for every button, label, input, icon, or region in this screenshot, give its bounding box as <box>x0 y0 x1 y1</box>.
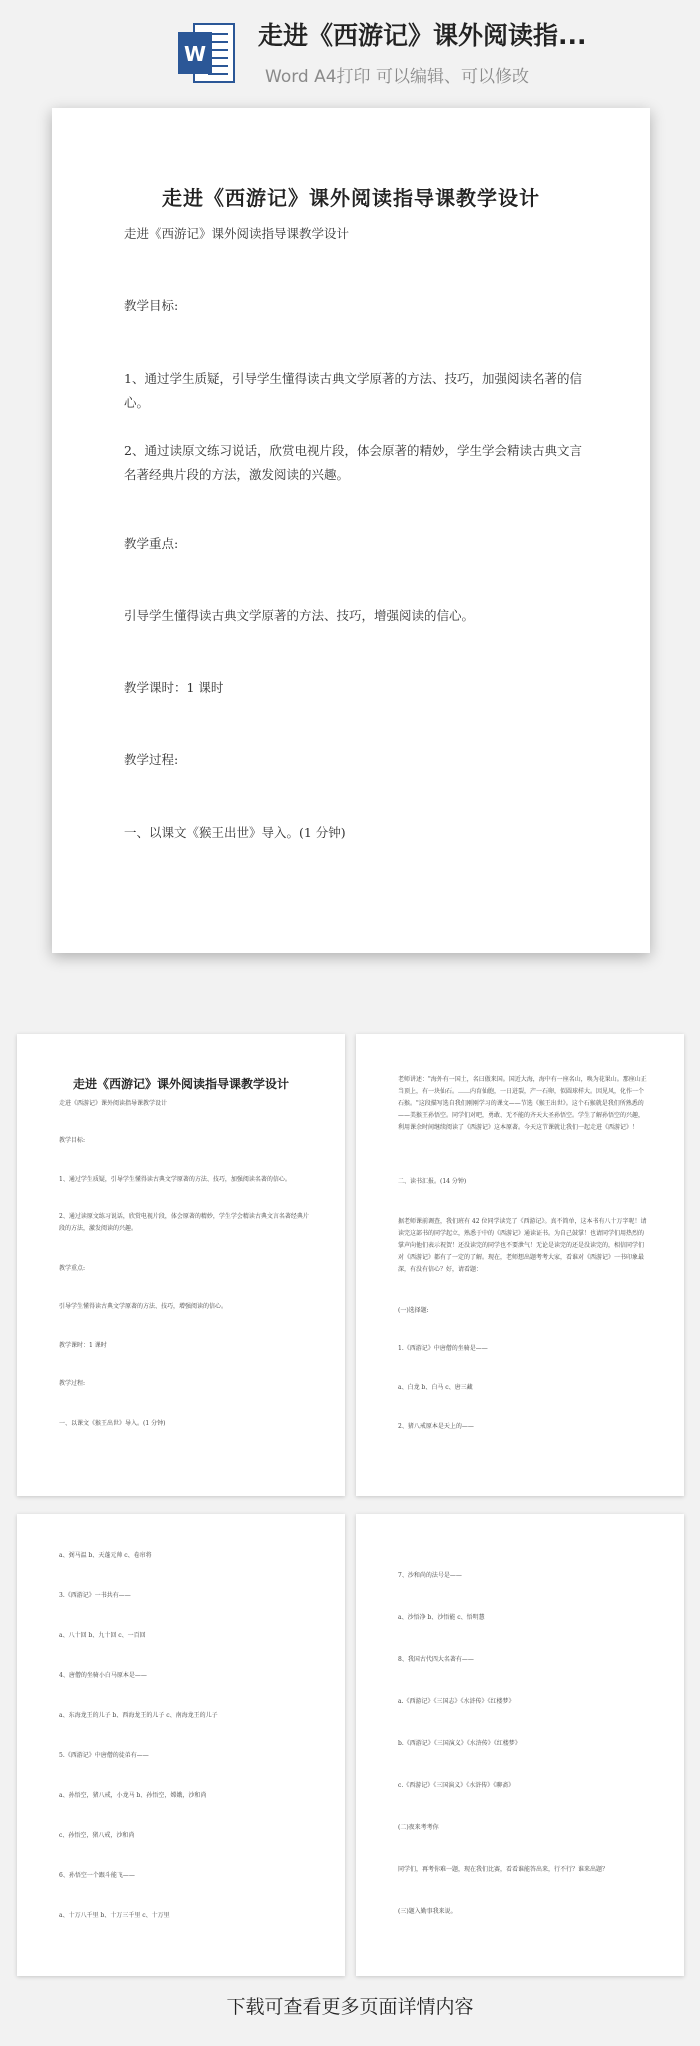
paragraph: 一、以课文《猴王出世》导入。(1 分钟) <box>124 825 346 840</box>
thumbnail-line: 8、我国古代四大名著有—— <box>398 1656 474 1663</box>
document-title: 走进《西游记》课外阅读指... <box>258 21 587 50</box>
document-page-preview <box>52 108 650 953</box>
paragraph: 2、通过读原文练习说话，欣赏电视片段，体会原著的精妙，学生学会精读古典文言名著经典片段的方法，激发阅读的兴趣。 <box>124 443 582 482</box>
thumbnail-line: 教学目标: <box>59 1137 86 1144</box>
paragraph: 走进《西游记》课外阅读指导课教学设计 <box>124 226 350 241</box>
page-thumbnail-1[interactable] <box>17 1034 345 1496</box>
thumbnail-line: 1、通过学生质疑，引导学生懂得读古典文学原著的方法、技巧，加强阅读名著的信心。 <box>59 1176 291 1183</box>
thumbnail-line: 1.《西游记》中唐僧的坐骑是—— <box>398 1345 488 1352</box>
thumbnail-line: 一、以课文《猴王出世》导入。(1 分钟) <box>59 1420 166 1427</box>
thumbnail-line: 6、孙悟空一个跟斗能飞—— <box>59 1872 135 1879</box>
word-document-icon <box>176 20 238 86</box>
thumbnail-line: a、弼马温 b、天蓬元帅 c、卷帘将 <box>59 1552 152 1559</box>
thumbnail-line: b.《西游记》《三国演义》《水浒传》《红楼梦》 <box>398 1740 521 1747</box>
thumbnail-line: 2、猪八戒原本是天上的—— <box>398 1423 474 1430</box>
thumbnail-line: 教学过程: <box>59 1380 86 1387</box>
thumbnail-line: a.《西游记》《三国志》《水浒传》《红楼梦》 <box>398 1698 515 1705</box>
paragraph: 1、通过学生质疑，引导学生懂得读古典文学原著的方法、技巧，加强阅读名著的信心。 <box>124 371 582 410</box>
thumbnail-line: 引导学生懂得读古典文学原著的方法、技巧，增强阅读的信心。 <box>59 1303 228 1310</box>
page-thumbnail-3[interactable] <box>17 1514 345 1976</box>
download-more-link[interactable]: 下载可查看更多页面详情内容 <box>226 1996 474 2018</box>
thumbnail-line: 据老师课前调查，我们班有 42 位同学读完了《西游记》。真不简单，这本书有八十万字呢！请读完这部书的同学起立，熟悉于中的《西游记》通读证书。为自己鼓掌！也请同学们用热烈的掌声向他们表示祝贺！还没读完的同学也不要泄气！无论是读完的还是没读完的，相信同学们对《西游记》都有了一定的了解。现在，老师想出题考考大家，看谁对《西游记》一书印象最深，有没有信心？好，请看题： <box>398 1218 647 1273</box>
thumbnail-line: 教学重点: <box>59 1265 86 1272</box>
thumbnail-line: 二、读书汇报。(14 分钟) <box>398 1178 467 1185</box>
thumbnail-line: c.《西游记》《三国演义》《水浒传》《聊斋》 <box>398 1782 515 1789</box>
thumbnail-line: 老师讲述："海外有一国土，名曰傲来国。国近大海，海中有一座名山，唤为花果山。那座山正当顶上，有一块仙石。……内育仙胞，一日迸裂，产一石卵，似圆球样大。因见风，化作一个石猴。"这段描写选自我们刚刚学习的课文——节选《猴王出世》。这个石猴就是我们所熟悉的——美猴王孙悟空。同学们对吧，勇敢、无不能的齐天大圣孙悟空。学生了解孙悟空的兴趣，利用课余时间继续阅读了《西游记》这本原著。今天这节课就让我们一起走进《西游记》！ <box>398 1076 647 1131</box>
thumbnail-line: a、八十回 b、九十回 c、一百回 <box>59 1632 146 1639</box>
header <box>0 0 700 100</box>
thumbnail-line: 2、通过读原文练习说话，欣赏电视片段，体会原著的精妙，学生学会精读古典文言名著经典片段的方法，激发阅读的兴趣。 <box>59 1213 309 1232</box>
thumbnail-line: a、十万八千里 b、十万三千里 c、十万里 <box>59 1912 170 1919</box>
thumbnail-line: 5.《西游记》中唐僧的徒弟有—— <box>59 1752 149 1759</box>
thumbnail-line: 3.《西游记》一书共有—— <box>59 1592 131 1599</box>
thumbnail-line: 7、沙和尚的法号是—— <box>398 1572 462 1579</box>
thumbnail-line: (三)题入勤事我来说。 <box>398 1908 457 1915</box>
thumbnail-line: (二)夜来考考你 <box>398 1824 439 1831</box>
thumbnail-title: 走进《西游记》课外阅读指导课教学设计 <box>72 1077 289 1091</box>
thumbnail-line: 走进《西游记》课外阅读指导课教学设计 <box>59 1100 168 1107</box>
thumbnail-line: a、沙悟净 b、沙悟能 c、悟明慧 <box>398 1614 485 1621</box>
thumbnail-line: a、孙悟空，猪八戒，小龙马 b、孙悟空，嫦娥，沙和尚 <box>59 1792 207 1799</box>
page-title: 走进《西游记》课外阅读指导课教学设计 <box>162 186 540 210</box>
thumbnail-line: (一)选择题: <box>398 1307 429 1314</box>
thumbnail-line: a、白龙 b、白马 c、唐三藏 <box>398 1384 473 1391</box>
paragraph: 教学目标: <box>124 298 179 313</box>
paragraph: 引导学生懂得读古典文学原著的方法、技巧，增强阅读的信心。 <box>124 608 475 623</box>
thumbnail-line: c、孙悟空，猪八戒，沙和尚 <box>59 1832 135 1839</box>
thumbnail-line: a、东海龙王的儿子 b、西海龙王的儿子 c、南海龙王的儿子 <box>59 1712 218 1719</box>
svg-text:W: W <box>183 42 207 66</box>
paragraph: 教学课时：1 课时 <box>124 680 224 695</box>
document-subtitle: Word A4打印 可以编辑、可以修改 <box>265 67 529 87</box>
thumbnail-line: 教学课时：1 课时 <box>59 1342 107 1349</box>
paragraph: 教学重点: <box>124 536 179 551</box>
thumbnail-line: 4、唐僧的坐骑小白马原本是—— <box>59 1672 147 1679</box>
paragraph: 教学过程: <box>124 752 179 767</box>
thumbnail-line: 同学们，再考你难一题，现在我们比赛，看看谁能答出来，行不行？谁来出题？ <box>398 1866 609 1873</box>
page-thumbnail-2[interactable] <box>356 1034 684 1496</box>
page-thumbnail-4[interactable] <box>356 1514 684 1976</box>
